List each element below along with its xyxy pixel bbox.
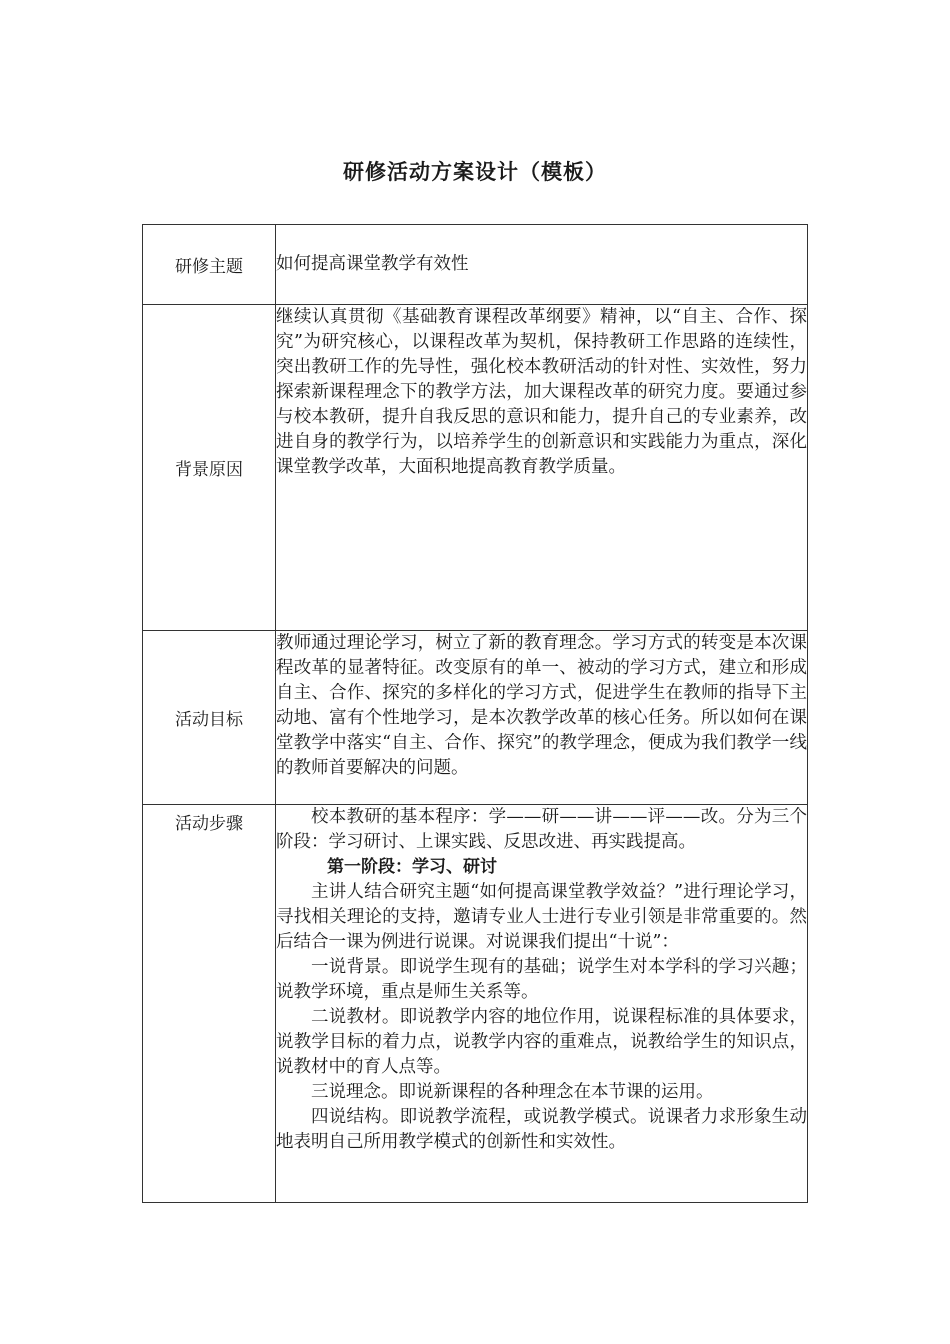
table-row-steps [143,805,808,1203]
table-row-goal [143,631,808,805]
phase-heading: 第一阶段：学习、研讨 [327,857,497,877]
steps-value [276,805,808,1203]
table-row-background [143,305,808,631]
goal-value: 教师通过理论学习，树立了新的教育理念。学习方式的转变是本次课程改革的显著特征。改变原有的单一、被动的学习方式，建立和形成自主、合作、探究的多样化的学习方式，促进学生在教师的指导下主动地、富有个性地学习，是本次教学改革的核心任务。所以如何在课堂教学中落实“自主、合作、探究”的教学理念，便成为我们教学一线的教师首要解决的问题。 [276,631,808,805]
background-label: 背景原因 [143,305,276,631]
background-value: 继续认真贯彻《基础教育课程改革纲要》精神，以“自主、合作、探究”为研究核心，以课程改革为契机，保持教研工作思路的连续性，突出教研工作的先导性，强化校本教研活动的针对性、实效性，努力探索新课程理念下的教学方法，加大课程改革的研究力度。要通过参与校本教研，提升自我反思的意识和能力，提升自己的专业素养，改进自身的教学行为，以培养学生的创新意识和实践能力为重点，深化课堂教学改革，大面积地提高教育教学质量。 [276,305,808,631]
steps-paragraph: 三说理念。即说新课程的各种理念在本节课的运用。 [311,1082,714,1102]
topic-value: 如何提高课堂教学有效性 [276,225,808,305]
table-row-topic [143,225,808,305]
steps-paragraph: 四说结构。即说教学流程，或说教学模式。说课者力求形象生动地表明自己所用教学模式的创新性和实效性。 [276,1107,807,1152]
steps-paragraph: 校本教研的基本程序：学——研——讲——评——改。分为三个阶段：学习研讨、上课实践、反思改进、再实践提高。 [276,807,807,852]
topic-label: 研修主题 [143,225,276,305]
steps-paragraph: 二说教材。即说教学内容的地位作用，说课程标准的具体要求，说教学目标的着力点，说教学内容的重难点，说教给学生的知识点，说教材中的育人点等。 [276,1007,807,1077]
steps-label: 活动步骤 [143,805,276,1203]
steps-paragraph: 一说背景。即说学生现有的基础；说学生对本学科的学习兴趣；说教学环境，重点是师生关系等。 [276,957,807,1002]
document-title: 研修活动方案设计（模板） [343,160,607,184]
goal-label: 活动目标 [143,631,276,805]
plan-table [142,224,808,1203]
steps-paragraph: 主讲人结合研究主题“如何提高课堂教学效益？”进行理论学习，寻找相关理论的支持，邀请专业人士进行专业引领是非常重要的。然后结合一课为例进行说课。对说课我们提出“十说”： [276,882,807,952]
